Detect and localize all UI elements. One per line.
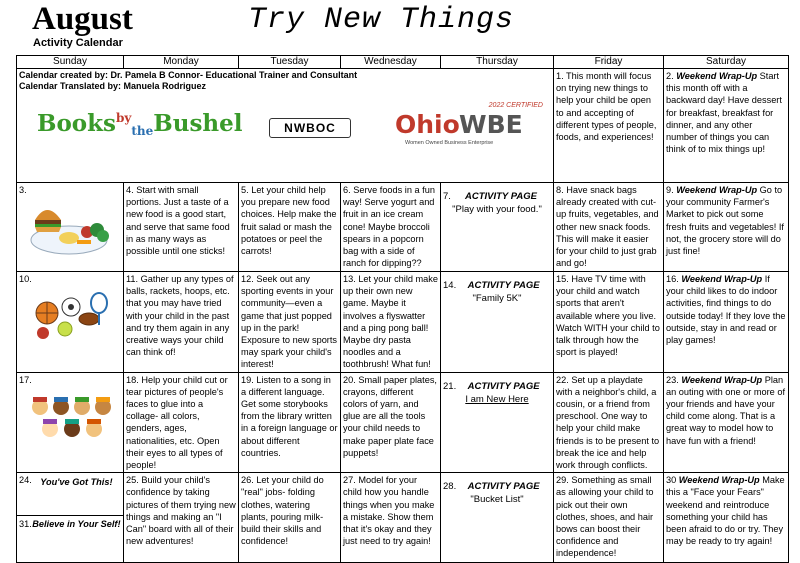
day-cell-31: 31. Believe in Your Self! [19,519,121,530]
weekday-wednesday: Wednesday [341,56,441,69]
day-cell-28: 28. ACTIVITY PAGE "Bucket List" [441,473,554,563]
day-cell-26: 26. Let your child do "real" jobs- folding clothes, watering plants, pouring milk- build their skills and confidence! [239,473,341,563]
day-cell-20: 20. Small paper plates, crayons, different colors of yarn, and glue are all the tools your child needs to make paper plate face puppets! [341,372,441,473]
calendar-header [0,0,800,56]
day-cell-18: 18. Help your child cut or tear pictures of people's faces to glue into a collage- all colors, genders, ages, nationalities, etc. Open their eyes to all types of people! [124,372,239,473]
credit-translated: Calendar Translated by: Manuela Rodriguez [19,81,207,91]
calendar-subtitle: Activity Calendar [33,37,123,49]
day-cell-16: 16. Weekend Wrap-Up If your child likes to do indoor activities, find things to do outside today! If they love the outside, stay in and read or play games! [664,272,789,373]
activity-page-title: ACTIVITY PAGE [464,191,537,202]
day-cell-21: 21. ACTIVITY PAGE I am New Here [441,372,554,473]
day-cell-14: 14. ACTIVITY PAGE "Family 5K" [441,272,554,373]
day-cell-3: 3. [17,183,124,272]
day-cell-27: 27. Model for your child how you handle things when you make a mistake. Show them that it's okay and they just need to try again! [341,473,441,563]
weekday-sunday: Sunday [17,56,124,69]
day-cell-8: 8. Have snack bags already created with cut-up fruits, vegetables, and other new snack foods. This will make it easier for your child to just grab and go! [554,183,664,272]
food-plate-image [19,196,121,262]
activity-page-title: ACTIVITY PAGE [467,280,540,291]
activity-page-title: ACTIVITY PAGE [467,481,540,493]
theme-title: Try New Things [248,3,515,37]
weekday-tuesday: Tuesday [239,56,341,69]
day-cell-29: 29. Something as small as allowing your child to pick out their own clothes, shoes, and hair bows can boost their confidence and independence! [554,473,664,563]
day-cell-1: 1. This month will focus on trying new things to help your child be open to and accepting of different types of people, foods, and experiences! [554,69,664,183]
weekday-header-row [17,56,789,69]
activity-page-title: ACTIVITY PAGE [467,380,540,392]
weekday-monday: Monday [124,56,239,69]
day-cell-10: 10. [17,272,124,373]
calendar-week-row [17,272,789,373]
sponsor-logos [19,92,551,172]
weekday-thursday: Thursday [441,56,554,69]
day-cell-6: 6. Serve foods in a fun way! Serve yogurt and fruit in an ice cream cone! Maybe broccoli spears in a popcorn bag with a side of ranch for dipping?? [341,183,441,272]
day-cell-22: 22. Set up a playdate with a neighbor's child, a cousin, or a friend from preschool. One way to help your child make friends is to be present to break the ice and help work through conflicts. [554,372,664,473]
calendar-week-row [17,183,789,272]
day-cell-2: 2. Weekend Wrap-Up Start this month off with a backward day! Have dessert for breakfast, breakfast for dinner, and any other number of things you can think of to mix things up! [664,69,789,183]
books-by-the-bushel-logo: Books$^{by}$theBushel [37,110,243,138]
diverse-faces-image [19,386,121,452]
credits-cell [17,69,554,183]
sports-equipment-image [19,285,121,351]
calendar-grid [16,55,789,563]
day-cell-7: 7. ACTIVITY PAGE "Play with your food." [441,183,554,272]
day-cell-30: 30 Weekend Wrap-Up Make this a "Face your Fears" weekend and reintroduce something your child has been afraid to do or try. They may be ready to try again! [664,473,789,563]
month-title: August [32,1,133,37]
day-cell-5: 5. Let your child help you prepare new food choices. Help make the fruit salad or mash the potatoes or peel the carrots! [239,183,341,272]
credit-created: Calendar created by: Dr. Pamela B Connor- Educational Trainer and Consultant [19,70,358,80]
day-cell-24-31 [17,473,124,563]
day-cell-9: 9. Weekend Wrap-Up Go to your community Farmer's Market to pick out some fresh fruits and vegetables! If not, the grocery store will do just fine! [664,183,789,272]
weekday-saturday: Saturday [664,56,789,69]
calendar-week-row [17,473,789,563]
day-cell-25: 25. Build your child's confidence by taking pictures of them trying new things and making an "I Can" board with all of their new adventures! [124,473,239,563]
day-cell-4: 4. Start with small portions. Just a taste of a new food is a good start, and serve that same food in as many ways as possible until one sticks! [124,183,239,272]
day-cell-23: 23. Weekend Wrap-Up Plan an outing with one or more of your friends and have your child come along. That is a great way to model how to have fun with a friend! [664,372,789,473]
day-cell-24: 24. You've Got This! [17,473,123,516]
calendar-week-row [17,69,789,183]
day-cell-17: 17. [17,372,124,473]
day-cell-19: 19. Listen to a song in a different language. Get some storybooks from the library written in a foreign language or about different countries. [239,372,341,473]
day-cell-12: 12. Seek out any sporting events in your community—even a game that just popped up in the park! Exposure to new sports may spark your child's interest! [239,272,341,373]
calendar-week-row [17,372,789,473]
day-cell-13: 13. Let your child make up their own new game. Maybe it involves a flyswatter and a ping pong ball! Maybe dry pasta noodles and a toothbrush! What fun! [341,272,441,373]
weekday-friday: Friday [554,56,664,69]
day-cell-15: 15. Have TV time with your child and watch sports that aren't available where you live. Watch WITH your child to talk through how the sport is played! [554,272,664,373]
ohio-wbe-logo: 2022 CERTIFIED Ohio WBE Women Owned Business Enterprise [395,102,543,146]
day-cell-11: 11. Gather up any types of balls, rackets, hoops, etc. that you may have tried with your child in the past and try them again in any creative ways your child can think of! [124,272,239,373]
nwboc-logo: NWBOC [269,118,351,138]
